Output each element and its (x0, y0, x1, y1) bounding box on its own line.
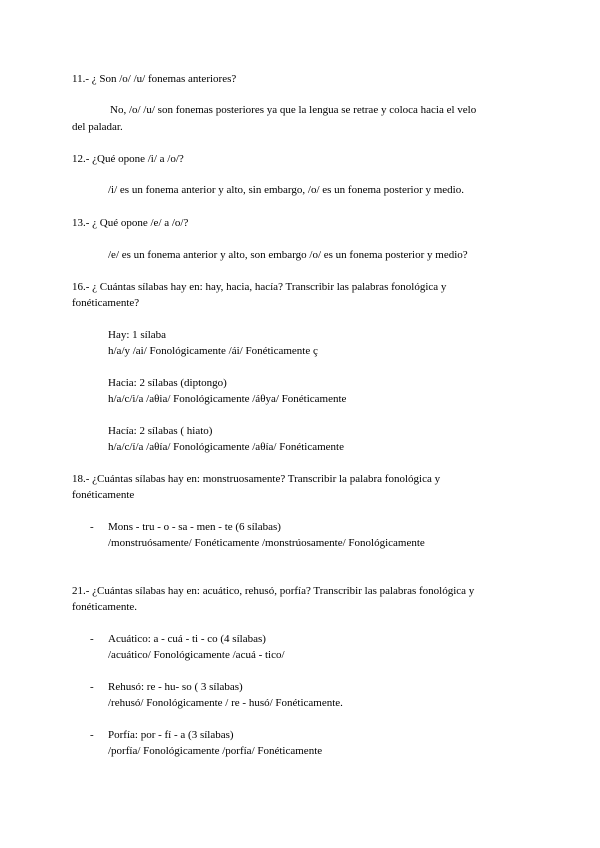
answer-18-syllables: Mons - tru - o - sa - men - te (6 sílabas) (108, 521, 281, 533)
answer-11-line-1: No, /o/ /u/ son fonemas posteriores ya que la lengua se retrae y coloca hacia el velo (110, 104, 477, 116)
answer-16-hay-syllables: Hay: 1 sílaba (108, 329, 167, 341)
question-18-line-1: 18.- ¿Cuántas sílabas hay en: monstruosamente? Transcribir la palabra fonológica y (72, 473, 441, 485)
answer-18-transcription: /monstruósamente/ Fonéticamente /monstrúosamente/ Fonológicamente (108, 537, 425, 549)
answer-21-rehuso-syllables: Rehusó: re - hu- so ( 3 sílabas) (108, 681, 243, 693)
question-12: 12.- ¿Qué opone /i/ a /o/? (72, 153, 184, 165)
answer-16-hacia-syllables: Hacia: 2 sílabas (diptongo) (108, 377, 227, 389)
answer-16-hay-transcription: h/a/y /ai/ Fonológicamente /ái/ Fonéticamente ç (108, 345, 318, 357)
list-bullet: - (90, 633, 94, 645)
answer-21-acuatico-transcription: /acuático/ Fonológicamente /acuá - tico/ (108, 649, 285, 661)
question-11: 11.- ¿ Son /o/ /u/ fonemas anteriores? (72, 73, 237, 85)
answer-21-porfia-syllables: Porfía: por - fí - a (3 sílabas) (108, 729, 234, 741)
list-bullet: - (90, 729, 94, 741)
answer-16-hacia-accent-syllables: Hacía: 2 sílabas ( hiato) (108, 425, 213, 437)
question-13: 13.- ¿ Qué opone /e/ a /o/? (72, 217, 189, 229)
answer-16-hacia-accent-transcription: h/a/c/í/a /aθía/ Fonológicamente /aθía/ Fonéticamente (108, 441, 344, 453)
question-18-line-2: fonéticamente (72, 489, 135, 501)
answer-12: /i/ es un fonema anterior y alto, sin embargo, /o/ es un fonema posterior y medio. (108, 184, 464, 196)
answer-21-rehuso-transcription: /rehusó/ Fonológicamente / re - husó/ Fonéticamente. (108, 697, 343, 709)
answer-11-line-2: del paladar. (72, 121, 123, 133)
question-16-line-2: fonéticamente? (72, 297, 140, 309)
question-16-line-1: 16.- ¿ Cuántas sílabas hay en: hay, hacia, hacía? Transcribir las palabras fonológica y (72, 281, 447, 293)
answer-13: /e/ es un fonema anterior y alto, son embargo /o/ es un fonema posterior y medio? (108, 249, 468, 261)
list-bullet: - (90, 521, 94, 533)
answer-21-acuatico-syllables: Acuático: a - cuá - ti - co (4 sílabas) (108, 633, 266, 645)
answer-16-hacia-transcription: h/a/c/i/a /aθia/ Fonológicamente /áθya/ Fonéticamente (108, 393, 347, 405)
question-21-line-1: 21.- ¿Cuántas sílabas hay en: acuático, rehusó, porfía? Transcribir las palabras fonológica y (72, 585, 475, 597)
answer-21-porfia-transcription: /porfía/ Fonológicamente /porfía/ Fonéticamente (108, 745, 323, 757)
list-bullet: - (90, 681, 94, 693)
question-21-line-2: fonéticamente. (72, 601, 138, 613)
